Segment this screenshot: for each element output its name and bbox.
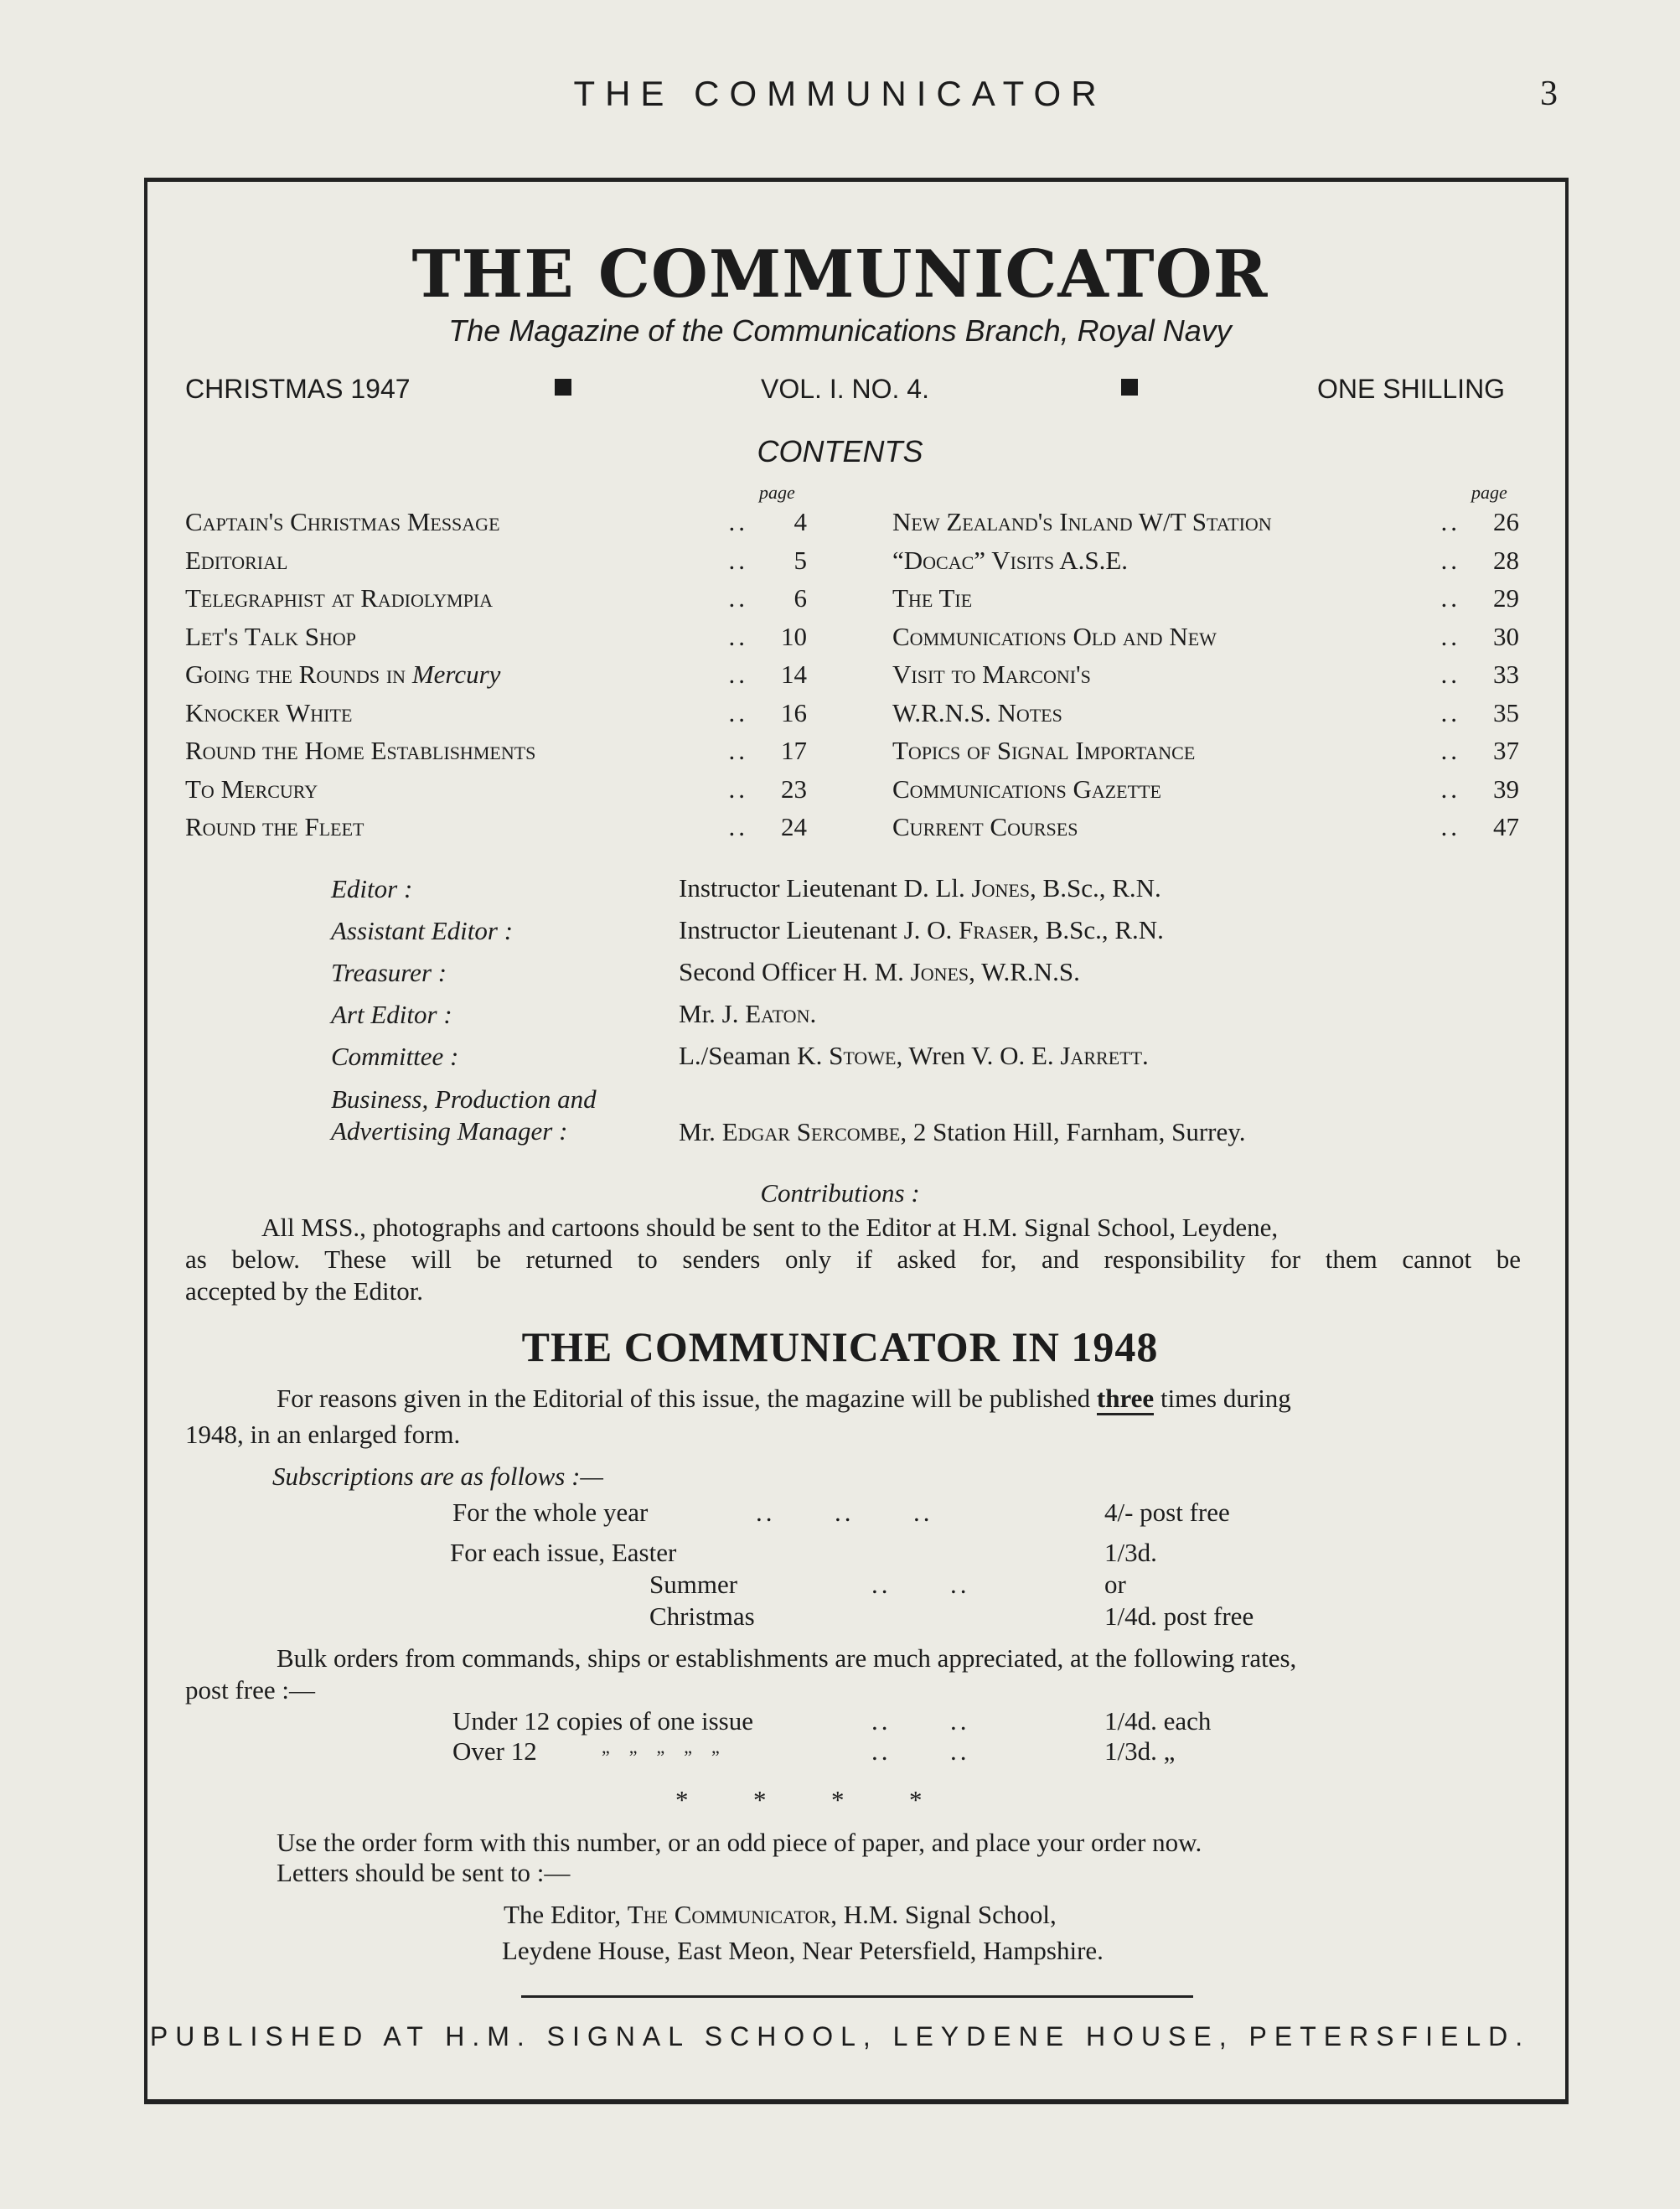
contents-entry (185, 770, 807, 809)
order-text: Use the order form with this number, or an odd piece of paper, and place your order now. (277, 1828, 1202, 1857)
contents-entry-title: Visit to Marconi's (892, 660, 1091, 689)
contents-entry (892, 503, 1519, 541)
separator-square (1121, 379, 1138, 396)
contents-entry (185, 541, 807, 580)
rate-label: Under 12 copies of one issue (452, 1706, 753, 1736)
intro-text: For reasons given in the Editorial of this issue, the magazine will be published three times during (277, 1383, 1291, 1414)
contents-heading: CONTENTS (757, 434, 923, 468)
leader-dots: .. (728, 736, 748, 765)
contributions-text: All MSS., photographs and cartoons should be sent to the Editor at H.M. Signal School, Leydene, (261, 1213, 1279, 1242)
contents-entry (892, 694, 1519, 732)
contents-entry-title: Captain's Christmas Message (185, 507, 500, 536)
rate-label: For the whole year (452, 1498, 649, 1527)
emphasis-three: three (1097, 1384, 1154, 1415)
ditto-marks: „ „ „ „ „ (602, 1736, 723, 1757)
staff-role: Assistant Editor : (331, 916, 514, 945)
contributions-heading: Contributions : (760, 1178, 920, 1208)
staff-role: Business, Production and (331, 1084, 597, 1114)
staff-role: Committee : (331, 1042, 459, 1071)
contents-entry-page: 37 (1493, 736, 1519, 765)
contents-entry-page: 17 (781, 736, 807, 765)
staff-name: Instructor Lieutenant J. O. Fraser, B.Sc., R.N. (679, 915, 1164, 944)
bulk-text: post free :— (185, 1675, 315, 1705)
staff-name: Mr. Edgar Sercombe, 2 Station Hill, Farnham, Surrey. (679, 1117, 1246, 1146)
publisher-footer: PUBLISHED AT H.M. SIGNAL SCHOOL, LEYDENE HOUSE, PETERSFIELD. (149, 2021, 1531, 2051)
separator-square (555, 379, 571, 396)
contents-entry (185, 579, 807, 618)
rate-price: 4/- post free (1104, 1498, 1230, 1527)
staff-name: Second Officer H. M. Jones, W.R.N.S. (679, 957, 1080, 986)
staff-name: Instructor Lieutenant D. Ll. Jones, B.Sc., R.N. (679, 873, 1161, 903)
contents-entry-title: Communications Old and New (892, 621, 1217, 651)
rate-price: or (1104, 1570, 1126, 1599)
editor-address: The Editor, The Communicator, H.M. Signal School, (504, 1900, 1057, 1929)
rate-price: 1/4d. each (1104, 1706, 1212, 1736)
masthead-subtitle: The Magazine of the Communications Branch, Royal Navy (448, 313, 1232, 348)
staff-name: Mr. J. Eaton. (679, 999, 817, 1028)
contents-entry-page: 23 (781, 773, 807, 804)
leader-dots: .. .. (871, 1570, 970, 1599)
staff-role: Art Editor : (331, 1000, 452, 1029)
leader-dots: .. (1440, 773, 1460, 804)
page-column-label: page (759, 482, 795, 503)
contents-entry-title: Communications Gazette (892, 773, 1161, 804)
leader-dots: .. (1440, 697, 1460, 727)
contents-entry-title: Current Courses (892, 812, 1078, 841)
contents-entry-page: 16 (781, 697, 807, 727)
staff-role: Editor : (331, 874, 413, 903)
staff-name: L./Seaman K. Stowe, Wren V. O. E. Jarrett. (679, 1041, 1149, 1070)
contents-entry-page: 30 (1493, 621, 1519, 651)
contents-entry-title: Telegraphist at Radiolympia (185, 583, 494, 613)
contents-entry-title: The Tie (892, 583, 973, 613)
editor-address: Leydene House, East Meon, Near Petersfield, Hampshire. (502, 1936, 1104, 1965)
contents-entry-title: Editorial (185, 545, 288, 575)
letters-text: Letters should be sent to :— (277, 1858, 571, 1887)
leader-dots: .. (1440, 621, 1460, 651)
contents-entry-page: 6 (793, 583, 807, 613)
contents-entry-page: 35 (1493, 697, 1519, 727)
section-title: THE COMMUNICATOR IN 1948 (521, 1323, 1159, 1370)
intro-text: 1948, in an enlarged form. (185, 1420, 461, 1449)
contents-entry-page: 5 (793, 545, 807, 575)
contents-entry-page: 26 (1493, 507, 1519, 536)
masthead-title: THE COMMUNICATOR (411, 236, 1269, 313)
rate-price: 1/4d. post free (1104, 1601, 1254, 1631)
contents-entry (185, 655, 807, 694)
contents-entry-title: W.R.N.S. Notes (892, 697, 1062, 727)
contents-entry-title: Going the Rounds in Mercury (185, 660, 501, 689)
contents-entry (892, 541, 1519, 580)
contents-entry-page: 47 (1493, 812, 1519, 841)
volume-number: VOL. I. NO. 4. (761, 374, 929, 404)
contents-entry (185, 732, 807, 770)
page-column-label: page (1471, 482, 1507, 503)
issue-price: ONE SHILLING (1317, 374, 1506, 404)
leader-dots: .. (728, 545, 748, 575)
leader-dots: .. .. (871, 1706, 970, 1736)
leader-dots: .. (728, 621, 748, 651)
contributions-text: accepted by the Editor. (185, 1276, 424, 1306)
contents-entry (185, 503, 807, 541)
contents-entry (892, 732, 1519, 770)
contents-entry (892, 808, 1519, 846)
footer-rule (521, 1995, 1193, 1998)
contents-entry-title: Round the Home Establishments (185, 736, 536, 765)
star-divider: * * * * (675, 1785, 923, 1814)
leader-dots: .. .. .. (756, 1498, 933, 1527)
staff-role: Advertising Manager : (331, 1116, 568, 1146)
leader-dots: .. (1440, 812, 1460, 841)
leader-dots: .. (728, 583, 748, 613)
rate-price: 1/3d. (1104, 1538, 1157, 1567)
issue-date: CHRISTMAS 1947 (185, 374, 411, 404)
contents-entry (185, 694, 807, 732)
contents-entry-title: Knocker White (185, 697, 353, 727)
leader-dots: .. (1440, 583, 1460, 613)
leader-dots: .. (728, 773, 748, 804)
contents-entry-page: 4 (793, 507, 807, 536)
contents-entry (892, 770, 1519, 809)
leader-dots: .. .. (871, 1736, 970, 1766)
leader-dots: .. (728, 697, 748, 727)
staff-role: Treasurer : (331, 958, 447, 987)
contents-entry-title: Topics of Signal Importance (892, 736, 1196, 765)
bulk-text: Bulk orders from commands, ships or establishments are much appreciated, at the following rates, (277, 1643, 1297, 1673)
page-number: 3 (1540, 75, 1558, 113)
contents-entry-title: Round the Fleet (185, 812, 364, 841)
contents-entry (892, 655, 1519, 694)
rate-label: Summer (649, 1570, 738, 1599)
contents-entry-title: New Zealand's Inland W/T Station (892, 507, 1272, 536)
rate-price: 1/3d. „ (1104, 1736, 1176, 1766)
leader-dots: .. (728, 660, 748, 689)
contents-entry-page: 14 (781, 660, 807, 689)
leader-dots: .. (1440, 660, 1460, 689)
contents-entry-title: “Docac” Visits A.S.E. (892, 545, 1129, 575)
rate-label: For each issue, Easter (450, 1538, 677, 1567)
running-head: THE COMMUNICATOR (573, 74, 1107, 113)
contents-entry-page: 28 (1493, 545, 1519, 575)
leader-dots: .. (1440, 736, 1460, 765)
leader-dots: .. (728, 507, 748, 536)
contents-entry-page: 29 (1493, 583, 1519, 613)
rate-label: Christmas (649, 1601, 755, 1631)
contents-entry-title: Let's Talk Shop (185, 621, 356, 651)
contents-entry-page: 24 (781, 812, 807, 841)
contents-entry (892, 618, 1519, 656)
leader-dots: .. (728, 812, 748, 841)
contents-entry (185, 808, 807, 846)
contents-entry-page: 39 (1493, 773, 1519, 804)
rate-label: Over 12 (452, 1736, 537, 1766)
contents-entry-title: To Mercury (185, 773, 318, 804)
contents-entry-page: 10 (781, 621, 807, 651)
subscriptions-heading: Subscriptions are as follows :— (272, 1461, 603, 1491)
contents-entry (892, 579, 1519, 618)
leader-dots: .. (1440, 507, 1460, 536)
contributions-text: as below. These will be returned to senders only if asked for, and responsibility for them cannot be (185, 1244, 1521, 1274)
leader-dots: .. (1440, 545, 1460, 575)
contents-entry-page: 33 (1493, 660, 1519, 689)
contents-entry (185, 618, 807, 656)
